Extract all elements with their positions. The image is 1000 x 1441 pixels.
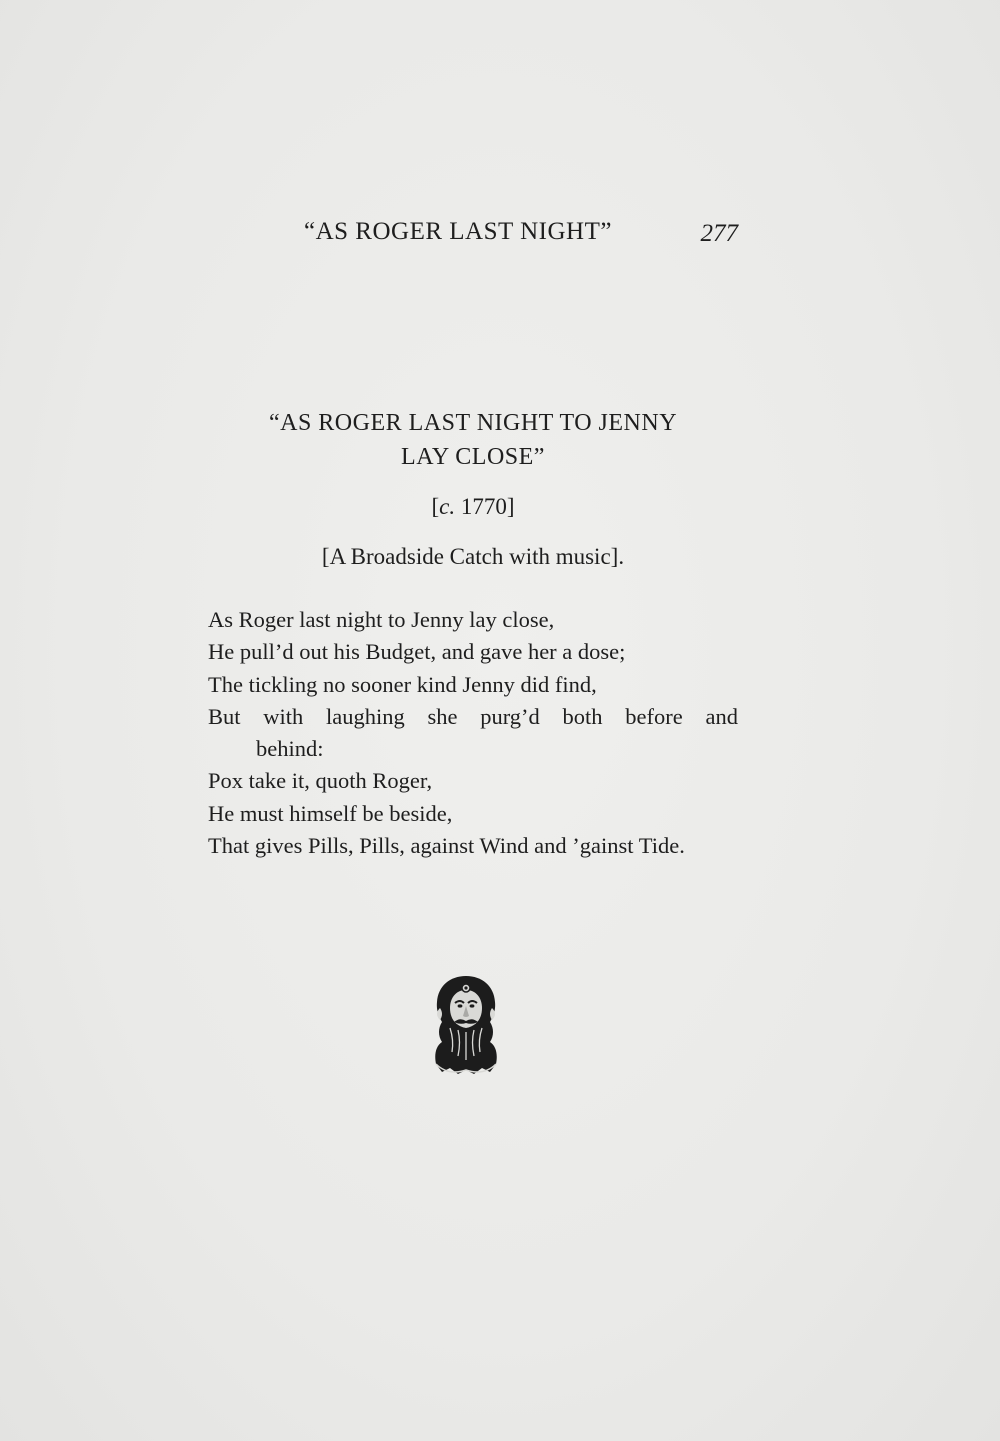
poem-subtitle: [A Broadside Catch with music].: [321, 544, 625, 569]
date-bracket: [: [431, 494, 440, 519]
poem-body: [208, 604, 738, 862]
date-circa: c.: [439, 494, 456, 519]
poem-line: Pox take it, quoth Roger,: [208, 768, 433, 794]
running-title: “AS ROGER LAST NIGHT”: [304, 218, 612, 245]
bearded-face-tailpiece-icon: [428, 972, 504, 1078]
poem-line: He must himself be beside,: [208, 800, 453, 826]
page-number: 277: [700, 220, 738, 247]
date-year: 1770]: [455, 494, 515, 519]
poem-title-line-2: LAY CLOSE”: [401, 444, 545, 470]
poem-title: [200, 406, 746, 474]
poem-line: He pull’d out his Budget, and gave her a dose;: [208, 639, 626, 665]
poem-line: But with laughing she purg’d both before and: [208, 703, 738, 729]
running-head: [200, 218, 740, 252]
poem-line: As Roger last night to Jenny lay close,: [208, 607, 555, 632]
poem-line-continuation: behind:: [256, 736, 324, 762]
poem-title-line-1: “AS ROGER LAST NIGHT TO JENNY: [268, 410, 678, 436]
poem-date: [200, 494, 746, 520]
poem-line: The tickling no sooner kind Jenny did find,: [208, 671, 597, 697]
poem-line: That gives Pills, Pills, against Wind and ’gainst Tide.: [208, 833, 685, 859]
